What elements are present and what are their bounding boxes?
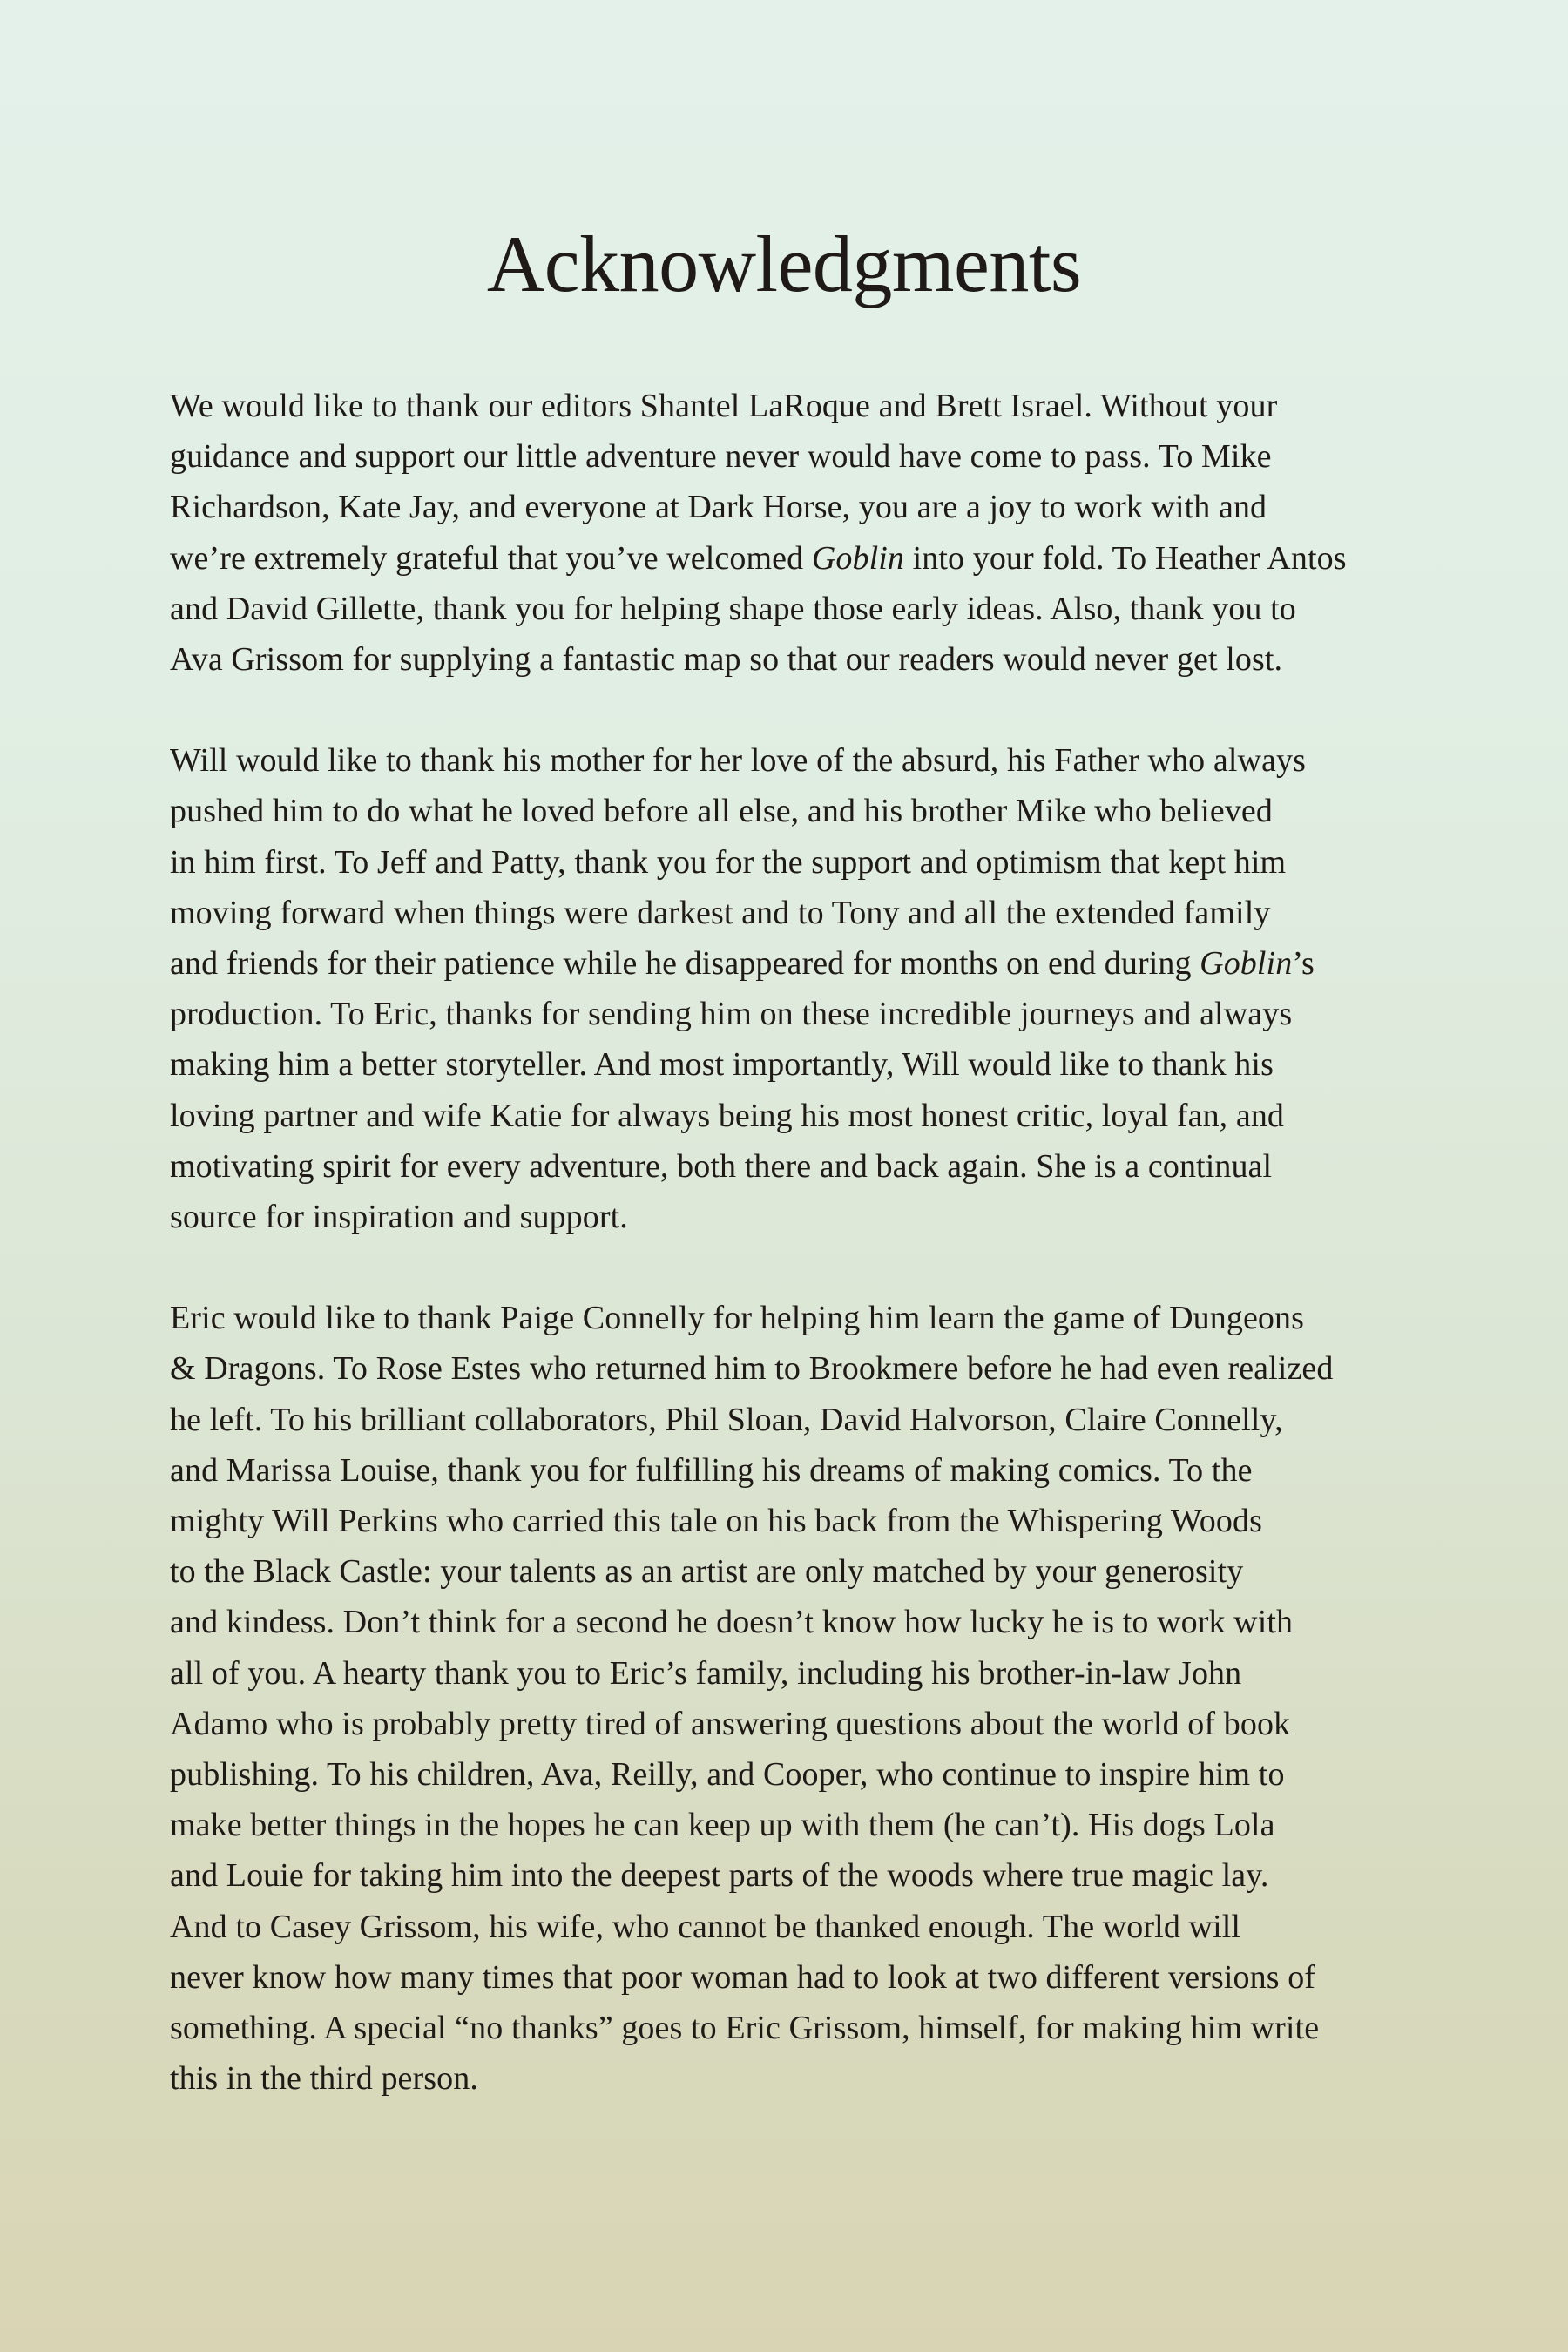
text-line: and David Gillette, thank you for helping shape those early ideas. Also, thank you to (170, 590, 1296, 627)
book-title-italic: Goblin (811, 539, 904, 577)
text-line: all of you. A hearty thank you to Eric’s family, including his brother-in-law John (170, 1654, 1242, 1692)
text-line: making him a better storyteller. And most importantly, Will would like to thank his (170, 1046, 1274, 1084)
text-line: Eric would like to thank Paige Connelly for helping him learn the game of Dungeons (170, 1300, 1305, 1337)
text-line: And to Casey Grissom, his wife, who cannot be thanked enough. The world will (170, 1908, 1241, 1945)
text-line: and Marissa Louise, thank you for fulfilling his dreams of making comics. To the (170, 1451, 1253, 1489)
text-line: moving forward when things were darkest and to Tony and all the extended family (170, 894, 1271, 931)
text-line: We would like to thank our editors Shantel LaRoque and Brett Israel. Without your (170, 388, 1278, 424)
paragraph-eric (170, 1293, 1402, 2104)
text-line: Richardson, Kate Jay, and everyone at Dark Horse, you are a joy to work with and (170, 489, 1267, 526)
text-line: motivating spirit for every adventure, both there and back again. She is a continual (170, 1147, 1273, 1185)
text-line: pushed him to do what he loved before all else, and his brother Mike who believed (170, 793, 1273, 830)
text-line: publishing. To his children, Ava, Reilly, and Cooper, who continue to inspire him to (170, 1756, 1285, 1794)
text-line: something. A special “no thanks” goes to Eric Grissom, himself, for making him write (170, 2010, 1320, 2047)
text-line: source for inspiration and support. (170, 1199, 628, 1236)
text-line: guidance and support our little adventure never would have come to pass. To Mike (170, 438, 1272, 476)
text-line: Will would like to thank his mother for her love of the absurd, his Father who always (170, 742, 1306, 780)
text-line: make better things in the hopes he can keep up with them (he can’t). His dogs Lola (170, 1807, 1275, 1844)
text-line: mighty Will Perkins who carried this tale on his back from the Whispering Woods (170, 1503, 1262, 1540)
text-line: and Louie for taking him into the deepest parts of the woods where true magic lay. (170, 1857, 1269, 1895)
text-line: and friends for their patience while he disappeared for months on end during Goblin’s (170, 945, 1315, 983)
text-line: this in the third person. (170, 2060, 478, 2098)
text-line: loving partner and wife Katie for always being his most honest critic, loyal fan, and (170, 1097, 1285, 1134)
text-line: to the Black Castle: your talents as an artist are only matched by your generosity (170, 1553, 1244, 1591)
page-title: Acknowledgments (486, 220, 1082, 308)
acknowledgments-body (170, 381, 1402, 2155)
text-line: we’re extremely grateful that you’ve welcomed Goblin into your fold. To Heather Antos (170, 539, 1347, 577)
text-line: Adamo who is probably pretty tired of answering questions about the world of book (170, 1705, 1291, 1742)
text-line: Ava Grissom for supplying a fantastic map so that our readers would never get lost. (170, 641, 1283, 679)
book-title-italic: Goblin (1200, 945, 1293, 983)
text-line: & Dragons. To Rose Estes who returned him to Brookmere before he had even realized (170, 1350, 1334, 1388)
text-line: production. To Eric, thanks for sending him on these incredible journeys and always (170, 996, 1293, 1033)
paragraph-will (170, 735, 1402, 1242)
text-line: in him first. To Jeff and Patty, thank you for the support and optimism that kept him (170, 843, 1287, 881)
text-line: and kindess. Don’t think for a second he doesn’t know how lucky he is to work with (170, 1604, 1294, 1641)
text-line: he left. To his brilliant collaborators, Phil Sloan, David Halvorson, Claire Connelly, (170, 1401, 1283, 1438)
paragraph-editors (170, 381, 1402, 685)
text-line: never know how many times that poor woman had to look at two different versions of (170, 1958, 1316, 1996)
